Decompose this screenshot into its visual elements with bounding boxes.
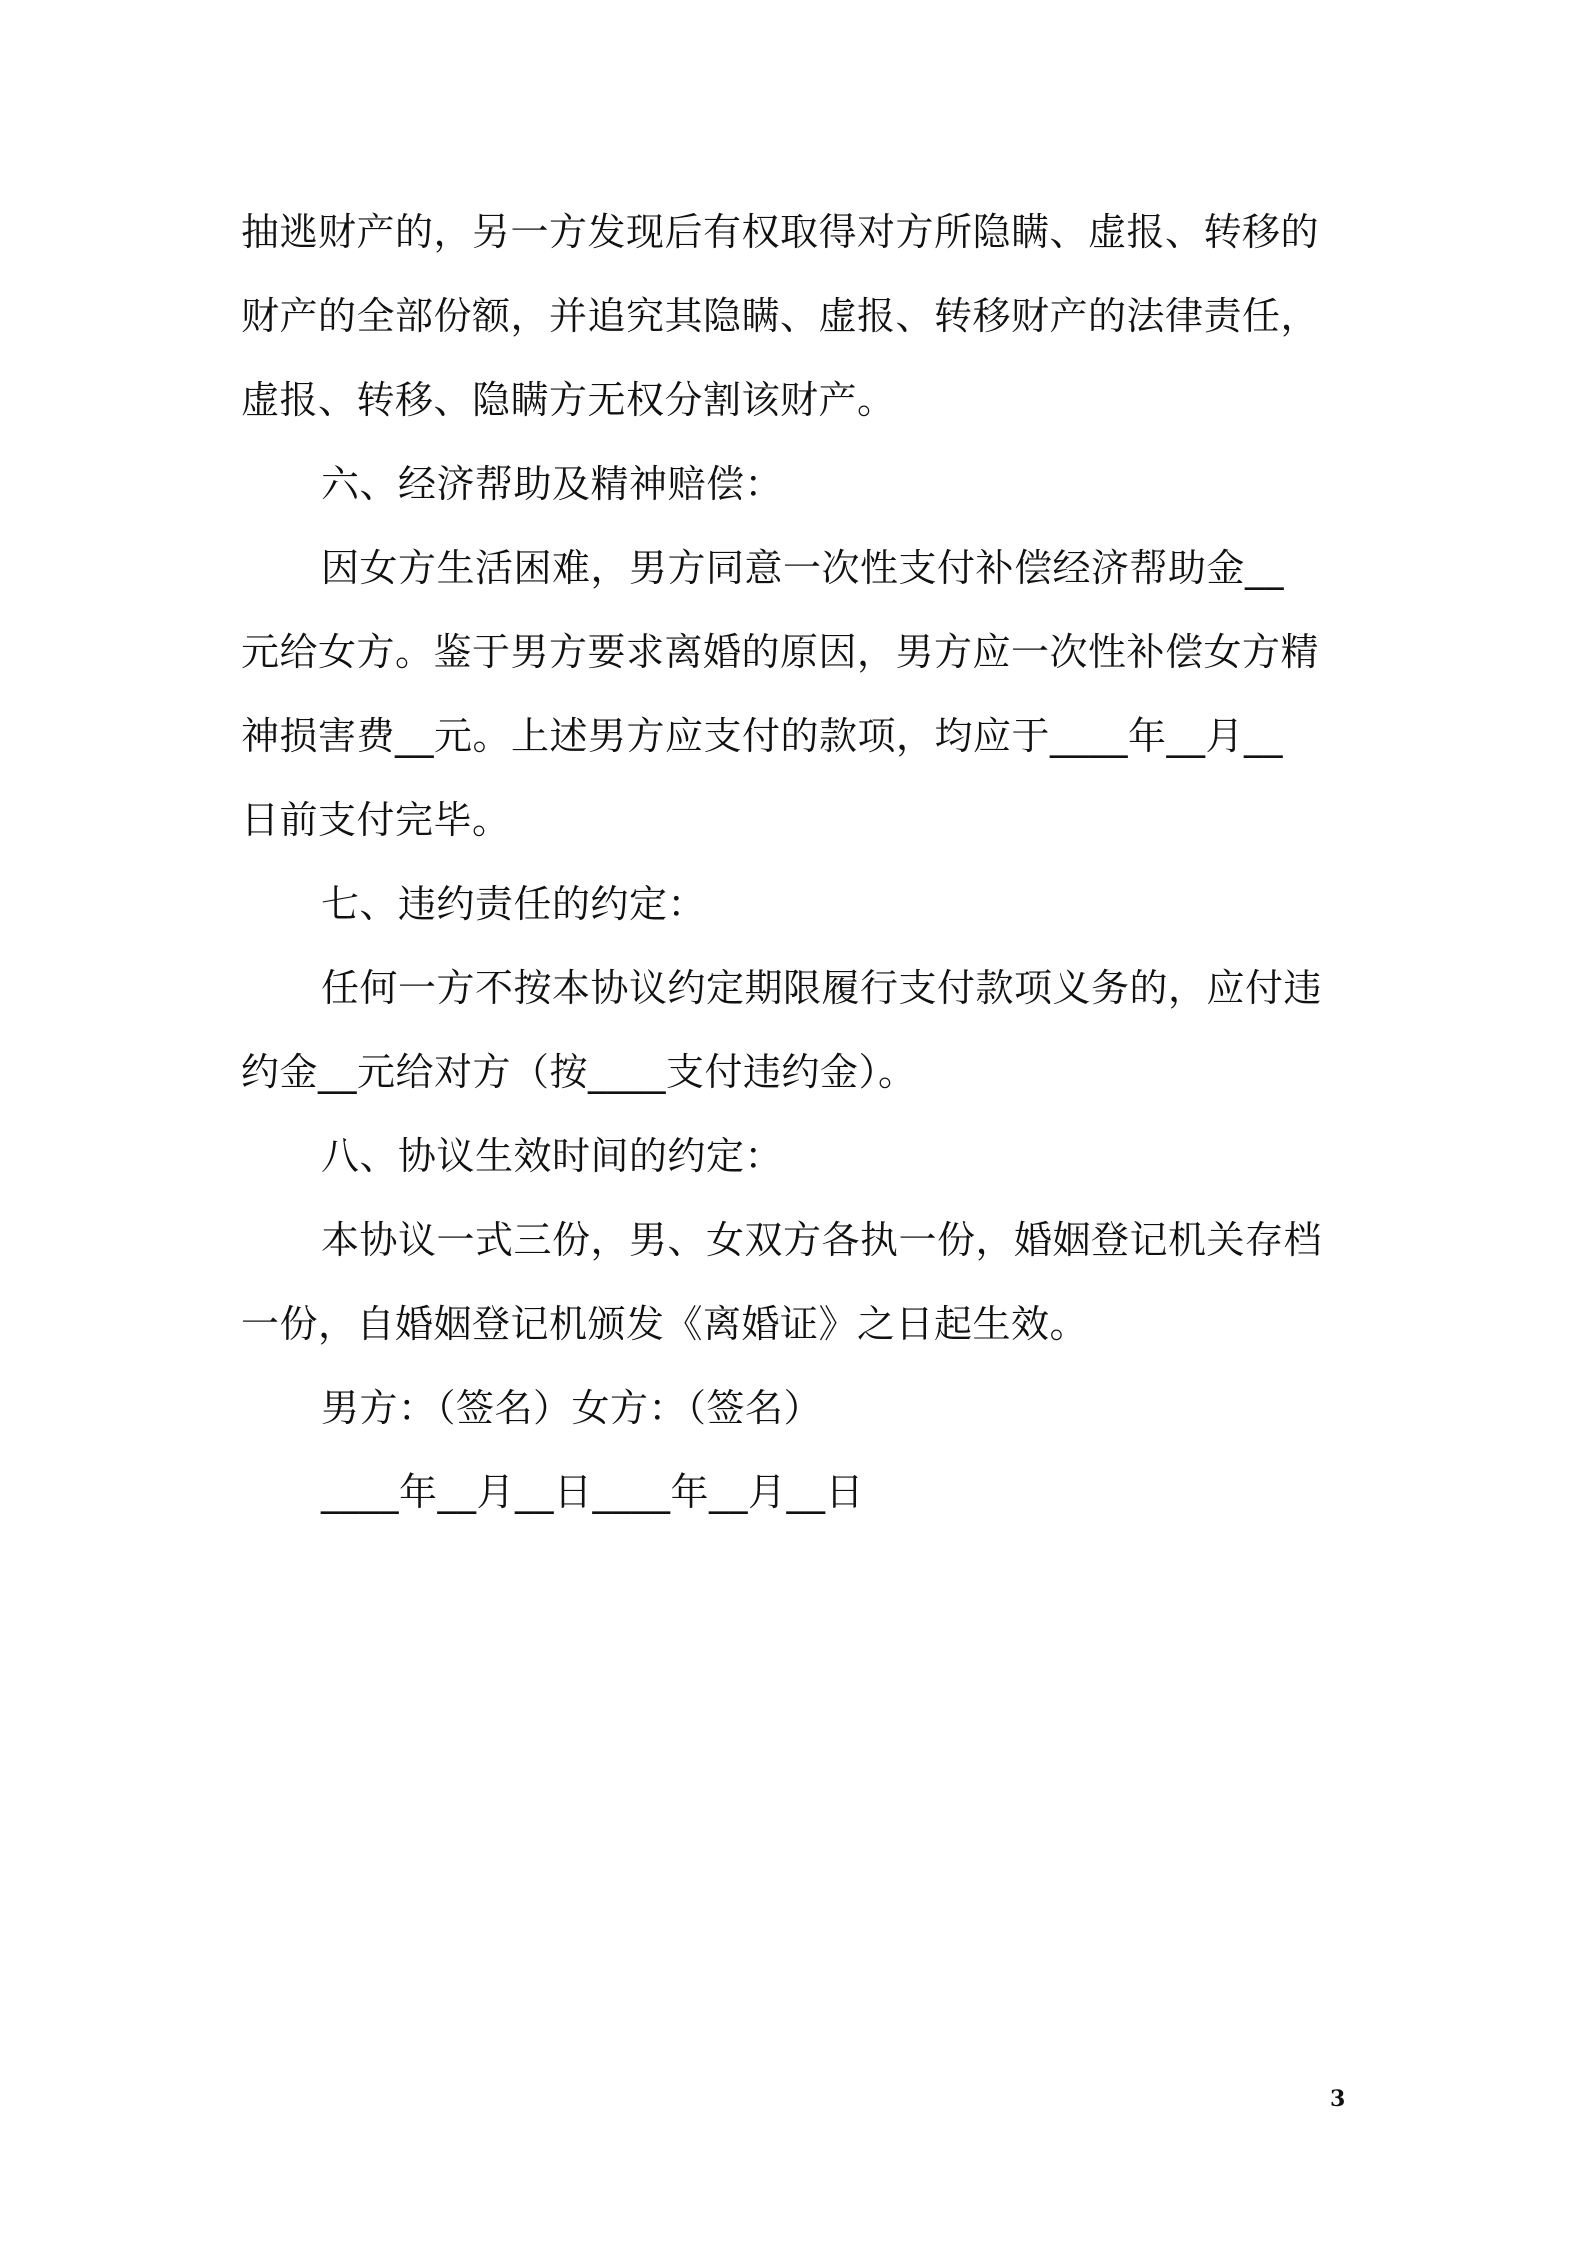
document-body <box>241 190 1351 1534</box>
date-line: ____年__月__日____年__月__日 <box>321 1470 865 1514</box>
signature-line: 男方：（签名）女方：（签名） <box>321 1386 823 1430</box>
paragraph-line: 神损害费__元。上述男方应支付的款项，均应于____年__月__ <box>241 714 1284 758</box>
paragraph-line: 抽逃财产的，另一方发现后有权取得对方所隐瞒、虚报、转移的 <box>241 210 1320 254</box>
paragraph-line: 一份，自婚姻登记机颁发《离婚证》之日起生效。 <box>241 1302 1089 1346</box>
paragraph-line: 虚报、转移、隐瞒方无权分割该财产。 <box>241 378 896 422</box>
section-heading-effective-time: 八、协议生效时间的约定： <box>321 1134 784 1178</box>
paragraph-line: 约金__元给对方（按____支付违约金）。 <box>241 1050 917 1094</box>
paragraph-line: 任何一方不按本协议约定期限履行支付款项义务的，应付违 <box>321 966 1323 1010</box>
paragraph-line: 财产的全部份额，并追究其隐瞒、虚报、转移财产的法律责任， <box>241 294 1320 338</box>
paragraph-line: 因女方生活困难，男方同意一次性支付补偿经济帮助金__ <box>321 546 1285 590</box>
paragraph-line: 本协议一式三份，男、女双方各执一份，婚姻登记机关存档 <box>321 1218 1323 1262</box>
section-heading-breach-liability: 七、违约责任的约定： <box>321 882 707 926</box>
paragraph-line: 元给女方。鉴于男方要求离婚的原因，男方应一次性补偿女方精 <box>241 630 1320 674</box>
paragraph-line: 日前支付完毕。 <box>241 798 511 842</box>
page-number: 3 <box>1330 2086 1346 2112</box>
section-heading-economic-aid: 六、经济帮助及精神赔偿： <box>321 462 784 506</box>
